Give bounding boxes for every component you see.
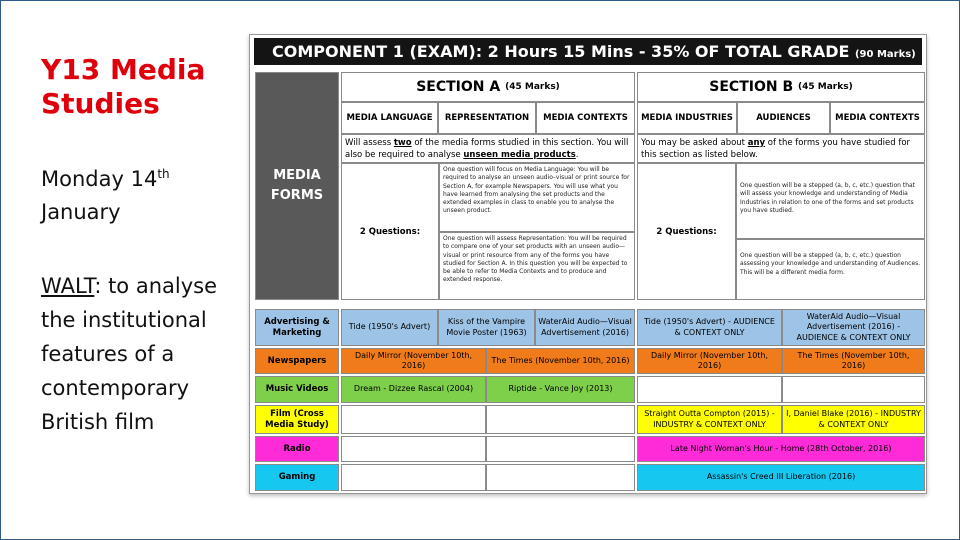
set-product-cell: Dream - Dizzee Rascal (2004) — [341, 376, 486, 403]
section-b-heading — [637, 72, 925, 102]
section-a-title: SECTION A — [416, 79, 501, 95]
empty-cell — [486, 436, 635, 462]
intro-text: of the forms you have studied for this section as listed below. — [641, 138, 911, 160]
set-product-cell: Kiss of the Vampire Movie Poster (1963) — [438, 309, 535, 346]
row-label-film: Film (Cross Media Study) — [255, 405, 339, 434]
empty-cell — [486, 464, 635, 491]
set-product-cell: Riptide - Vance Joy (2013) — [486, 376, 635, 403]
set-product-cell: The Times (November 10th, 2016) — [486, 348, 635, 374]
intro-emphasis: two — [393, 138, 412, 148]
section-a-intro — [341, 134, 635, 163]
set-product-cell: Tide (1950's Advert) — [341, 309, 438, 346]
empty-cell — [486, 405, 635, 434]
section-a-heading — [341, 72, 635, 102]
walt-text: : to analyse the institutional features of a contemporary British film — [41, 274, 217, 434]
intro-emphasis: unseen media products — [463, 150, 576, 160]
section-b-question-2: One question will be a stepped (a, b, c, etc.) question assessing your knowledge and understanding of Audiences. This will be a different media form. — [736, 239, 925, 300]
section-b-sub-media-industries: MEDIA INDUSTRIES — [637, 102, 737, 134]
section-b-sub-audiences: AUDIENCES — [737, 102, 830, 134]
intro-text: . — [575, 150, 579, 160]
section-a-marks: (45 Marks) — [505, 82, 560, 92]
walt-objective — [41, 269, 241, 439]
section-a-question-2: One question will assess Representation: You will be required to compare one of your set products with an unseen audio—visual or print resource from any of the forms you have studied for Section A. In this question you will be expected to be able to refer to Media Contexts and to produce and extended response. — [439, 232, 635, 300]
section-b-intro — [637, 134, 925, 163]
date-day: Monday 14 — [41, 167, 158, 191]
slide-title: Y13 Media Studies — [41, 53, 206, 120]
section-a-question-1: One question will focus on Media Language: You will be required to analyse an unseen audio–visual or print source for Section A, for example Newspapers. You will use what you have learned from analysing the set products and the extended examples in class to enable you to analyse the unseen product. — [439, 163, 635, 232]
exam-overview-table — [249, 34, 927, 494]
intro-text: of the media forms studied in this section. You will also be required to analyse — [345, 138, 629, 160]
empty-cell — [341, 464, 486, 491]
media-forms-label: MEDIA FORMS — [255, 72, 339, 300]
component-header — [254, 38, 922, 65]
set-product-cell: Assassin's Creed III Liberation (2016) — [637, 464, 925, 491]
component-header-marks: (90 Marks) — [854, 49, 916, 60]
section-b-marks: (45 Marks) — [798, 82, 853, 92]
row-label-music-videos: Music Videos — [255, 376, 339, 403]
set-product-cell: The Times (November 10th, 2016) — [782, 348, 925, 374]
set-product-cell: Straight Outta Compton (2015) - INDUSTRY & CONTEXT ONLY — [637, 405, 782, 434]
intro-emphasis: any — [747, 138, 766, 148]
section-a-questions-label: 2 Questions: — [341, 163, 439, 300]
section-b-questions-label: 2 Questions: — [637, 163, 736, 300]
lesson-date — [41, 163, 241, 229]
slide-text-panel — [41, 53, 241, 439]
row-label-advertising-marketing: Advertising & Marketing — [255, 309, 339, 346]
set-product-cell: Late Night Woman's Hour - Home (28th October, 2016) — [637, 436, 925, 462]
set-product-cell: Tide (1950's Advert) - AUDIENCE & CONTEXT ONLY — [637, 309, 782, 346]
intro-text: Will assess — [345, 138, 394, 148]
intro-text: You may be asked about — [641, 138, 748, 148]
section-a-sub-media-language: MEDIA LANGUAGE — [341, 102, 438, 134]
empty-cell — [341, 405, 486, 434]
section-b-title: SECTION B — [709, 79, 794, 95]
section-a-sub-representation: REPRESENTATION — [438, 102, 536, 134]
set-product-cell: I, Daniel Blake (2016) - INDUSTRY & CONTEXT ONLY — [782, 405, 925, 434]
section-b-sub-media-contexts: MEDIA CONTEXTS — [830, 102, 925, 134]
set-product-cell: Daily Mirror (November 10th, 2016) — [637, 348, 782, 374]
row-label-gaming: Gaming — [255, 464, 339, 491]
row-label-newspapers: Newspapers — [255, 348, 339, 374]
row-label-radio: Radio — [255, 436, 339, 462]
date-ordinal: th — [157, 167, 170, 181]
empty-cell — [782, 376, 925, 403]
date-month: January — [41, 200, 121, 224]
set-product-cell: WaterAid Audio—Visual Advertisement (2016) — [535, 309, 635, 346]
set-product-cell: Daily Mirror (November 10th, 2016) — [341, 348, 486, 374]
empty-cell — [341, 436, 486, 462]
walt-label: WALT — [41, 274, 95, 298]
section-b-question-1: One question will be a stepped (a, b, c, etc.) question that will assess your knowledge and understanding of Media Industries in relation to one of the forms and set products you have studied. — [736, 163, 925, 239]
empty-cell — [637, 376, 782, 403]
section-a-sub-media-contexts: MEDIA CONTEXTS — [536, 102, 635, 134]
component-header-text: COMPONENT 1 (EXAM): 2 Hours 15 Mins - 35% OF TOTAL GRADE — [272, 42, 850, 61]
set-product-cell: WaterAid Audio—Visual Advertisement (2016) - AUDIENCE & CONTEXT ONLY — [782, 309, 925, 346]
